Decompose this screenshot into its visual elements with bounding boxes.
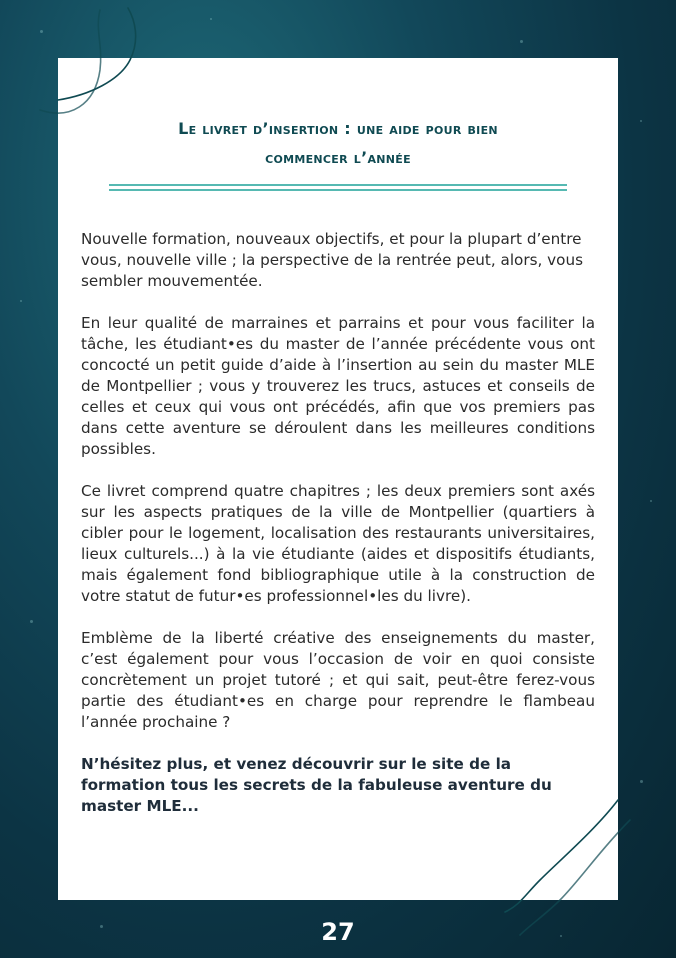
title-line-1: Le livret d’insertion : une aide pour bien — [178, 119, 498, 138]
paragraph-intro: Nouvelle formation, nouveaux objectifs, et pour la plupart d’entre vous, nouvelle ville ; la perspective de la rentrée peut, alors, vous sembler mouvementée. — [81, 230, 583, 290]
paragraph-project: Emblème de la liberté créative des enseignements du master, c’est également pour vous l’occasion de voir en quoi consiste concrètement un projet tutoré ; et qui sait, peut-être ferez-vous partie des étudiant•es en charge pour reprendre le flambeau l’année prochaine ? — [81, 629, 595, 731]
paragraph-guide: En leur qualité de marraines et parrains et pour vous faciliter la tâche, les étudiant•es du master de l’année précédente vous ont concocté un petit guide d’aide à l’insertion au sein du master MLE de Montpellier ; vous y trouverez les trucs, astuces et conseils de celles et ceux qui vous ont précédés, afin que vos premiers pas dans cette aventure se déroulent dans les meilleures conditions possibles. — [81, 314, 595, 458]
page-number: 27 — [321, 918, 355, 946]
title-line-2: commencer l’année — [265, 148, 411, 167]
paragraph-chapters: Ce livret comprend quatre chapitres ; les deux premiers sont axés sur les aspects pratiques de la ville de Montpellier (quartiers à cibler pour le logement, localisation des restaurants universitaires, lieux culturels...) à la vie étudiante (aides et dispositifs étudiants, mais également fond bibliographique utile à la construction de votre statut de futur•es professionnel•les du livre). — [81, 482, 595, 605]
page-title — [81, 114, 595, 172]
page-card — [58, 58, 618, 900]
body-text — [81, 229, 595, 817]
title-divider — [109, 184, 567, 191]
closing-call-to-action: N’hésitez plus, et venez découvrir sur le site de la formation tous les secrets de la fabuleuse aventure du master MLE... — [81, 755, 552, 815]
